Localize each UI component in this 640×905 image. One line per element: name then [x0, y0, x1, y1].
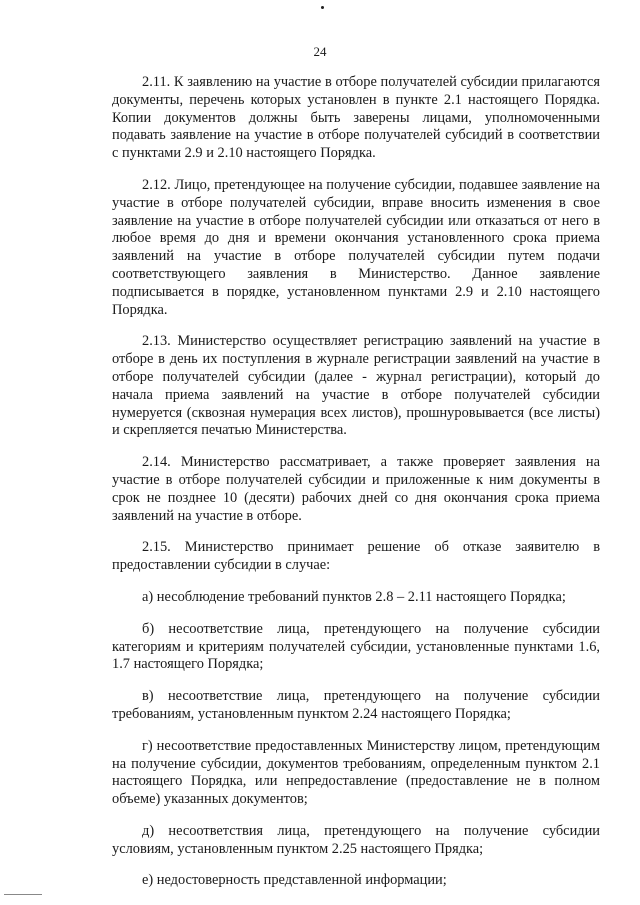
paragraph-2-11: 2.11. К заявлению на участие в отборе получателей субсидии прилагаются документы, перечень которых установлен в пункте 2.1 настоящего Порядка. Копии документов должны быть заверены лицами, уполномоченными подавать заявление на участие в отборе получателей субсидий в соответствии с пунктами 2.9 и 2.10 настоящего Порядка.	[112, 74, 600, 162]
list-item-v: в) несоответствие лица, претендующего на получение субсидии требованиям, установленным пунктом 2.24 настоящего Порядка;	[112, 688, 600, 722]
list-item-d: д) несоответствия лица, претендующего на получение субсидии условиям, установленным пунктом 2.25 настоящего Прядка;	[112, 822, 600, 857]
page-number: 24	[313, 44, 327, 59]
paragraph-2-14: 2.14. Министерство рассматривает, а также проверяет заявления на участие в отборе получателей субсидии и приложенные к ним документы в срок не позднее 10 (десяти) рабочих дней со дня окончания срока приема заявлений на участие в отборе.	[112, 454, 600, 524]
paragraph-2-12: 2.12. Лицо, претендующее на получение субсидии, подавшее заявление на участие в отборе получателей субсидии, вправе вносить изменения в свое заявление на участие в отборе получателей субсидии или отказаться от него в любое время до дня и времени окончания установленного срока приема заявлений на участие в отборе получателей субсидии путем подачи соответствующего заявления в Министерство. Данное заявление подписывается в порядке, установленном пунктами 2.9 и 2.10 настоящего Порядка.	[112, 176, 600, 318]
list-item-a: а) несоблюдение требований пунктов 2.8 – 2.11 настоящего Порядка;	[142, 588, 566, 605]
list-item-e: е) недостоверность представленной информации;	[142, 872, 447, 889]
footer-rule	[4, 894, 42, 895]
list-item-g: г) несоответствие предоставленных Министерству лицом, претендующим на получение субсидии, документов требованиям, определенным пунктом 2.1 настоящего Порядка, или непредоставление (предоставление не в полном объеме) указанных документов;	[112, 737, 600, 808]
paragraph-2-13: 2.13. Министерство осуществляет регистрацию заявлений на участие в отборе в день их поступления в журнале регистрации заявлений на участие в отборе получателей субсидии (далее - журнал регистрации), который до начала приема заявлений на участие в отборе получателей субсидии нумеруется (сквозная нумерация всех листов), прошнуровывается (все листы) и скрепляется печатью Министерства.	[112, 333, 600, 439]
document-body	[112, 74, 600, 904]
list-item-b: б) несоответствие лица, претендующего на получение субсидии категориям и критериям получателей субсидии, установленные пунктами 1.6, 1.7 настоящего Порядка;	[112, 620, 600, 673]
scan-dot-mark	[321, 6, 324, 9]
paragraph-2-15: 2.15. Министерство принимает решение об отказе заявителю в предоставлении субсидии в случае:	[112, 539, 600, 574]
